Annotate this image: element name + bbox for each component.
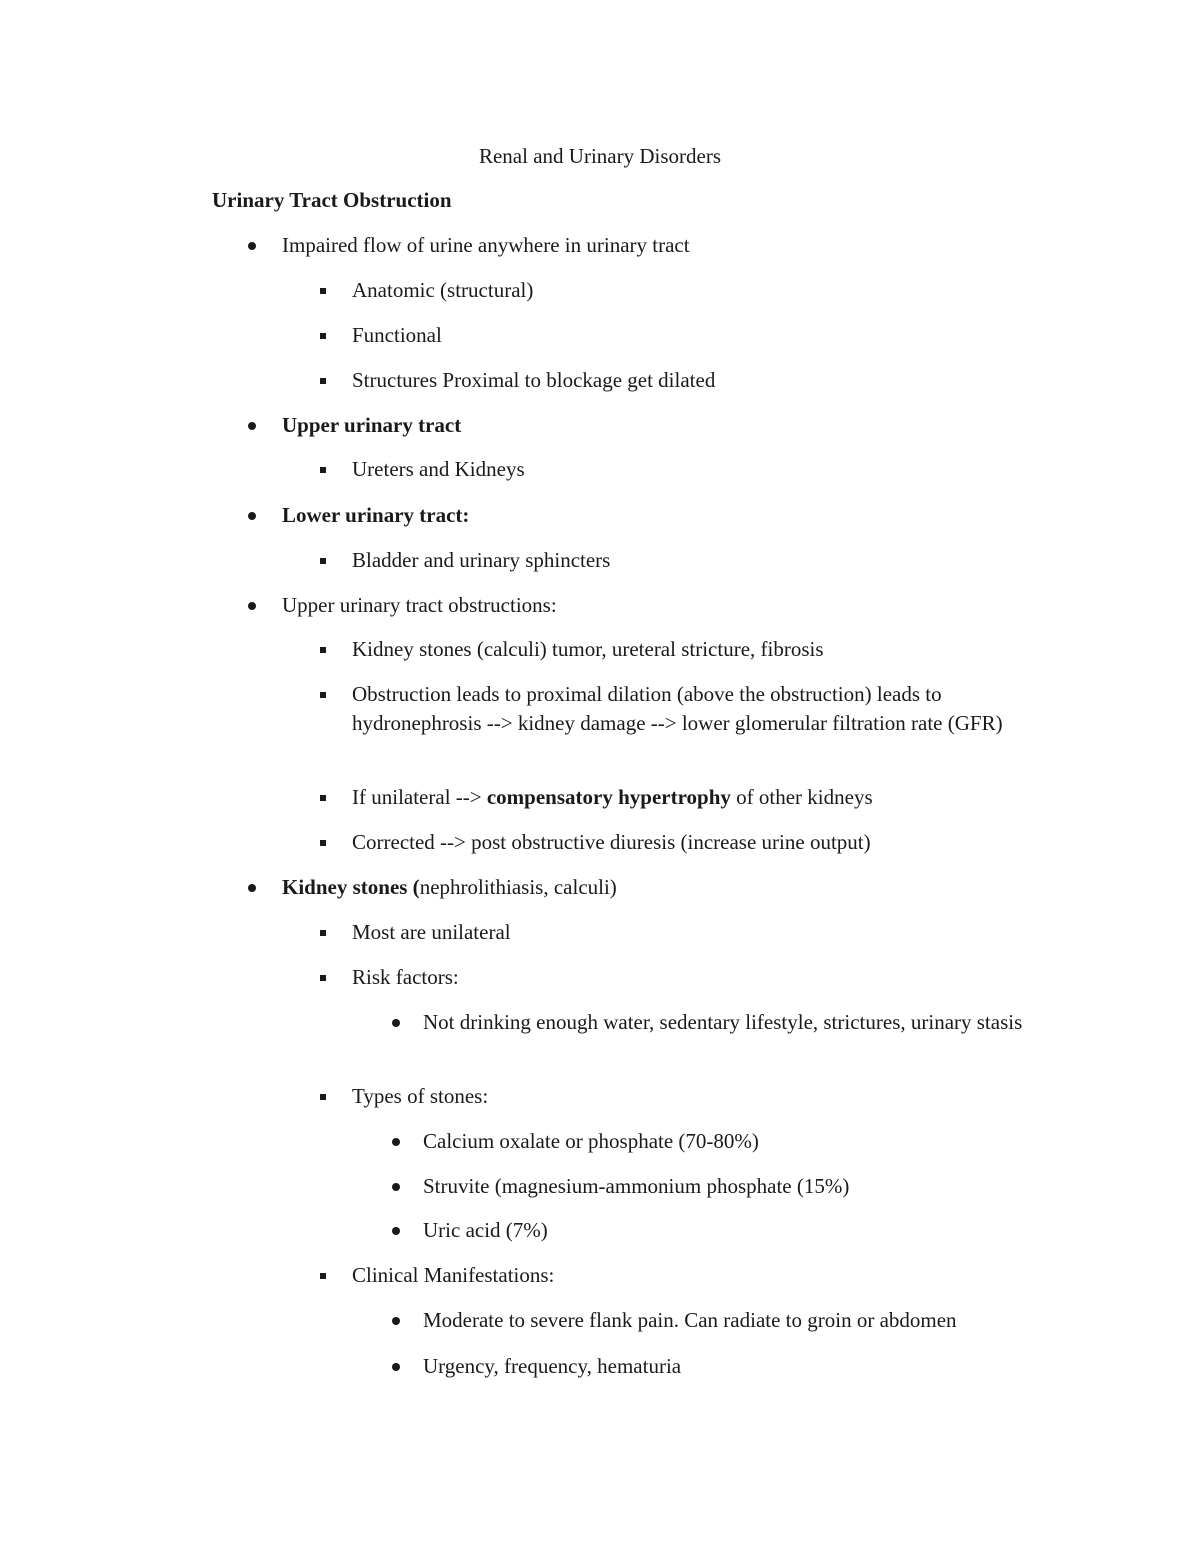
bullet-dot-icon	[248, 242, 256, 250]
bullet-square-icon	[320, 467, 326, 473]
bullet-square-icon	[320, 692, 326, 698]
list-item: Lower urinary tract:	[282, 501, 1042, 530]
bullet-dot-icon	[392, 1227, 400, 1235]
bullet-square-icon	[320, 930, 326, 936]
bullet-dot-icon	[248, 884, 256, 892]
bullet-square-icon	[320, 378, 326, 384]
list-item: Impaired flow of urine anywhere in urinary tract	[282, 231, 1042, 260]
bullet-dot-icon	[248, 602, 256, 610]
list-item: Kidney stones (nephrolithiasis, calculi)	[282, 873, 1042, 902]
list-item: Functional	[352, 321, 1042, 350]
list-item: Corrected --> post obstructive diuresis (increase urine output)	[352, 828, 1042, 857]
bullet-dot-icon	[392, 1019, 400, 1027]
bullet-square-icon	[320, 288, 326, 294]
list-item: Upper urinary tract obstructions:	[282, 591, 1042, 620]
bullet-dot-icon	[392, 1363, 400, 1371]
list-item: Calcium oxalate or phosphate (70-80%)	[423, 1127, 1053, 1156]
bullet-square-icon	[320, 1094, 326, 1100]
bullet-square-icon	[320, 333, 326, 339]
list-item: Struvite (magnesium-ammonium phosphate (15%)	[423, 1172, 1053, 1201]
bullet-square-icon	[320, 795, 326, 801]
list-item: Structures Proximal to blockage get dilated	[352, 366, 1042, 395]
bullet-dot-icon	[248, 512, 256, 520]
list-item: Clinical Manifestations:	[352, 1261, 1042, 1290]
list-item: Kidney stones (calculi) tumor, ureteral stricture, fibrosis	[352, 635, 1042, 664]
list-item: Bladder and urinary sphincters	[352, 546, 1042, 575]
list-item: Anatomic (structural)	[352, 276, 1042, 305]
bullet-dot-icon	[392, 1183, 400, 1191]
list-item: Most are unilateral	[352, 918, 1042, 947]
bullet-dot-icon	[392, 1138, 400, 1146]
list-item: If unilateral --> compensatory hypertrophy of other kidneys	[352, 783, 1042, 812]
bullet-square-icon	[320, 975, 326, 981]
list-item: Uric acid (7%)	[423, 1216, 1053, 1245]
list-item: Upper urinary tract	[282, 411, 1042, 440]
list-item: Urgency, frequency, hematuria	[423, 1352, 1053, 1381]
list-item: Risk factors:	[352, 963, 1042, 992]
bullet-square-icon	[320, 840, 326, 846]
bullet-square-icon	[320, 647, 326, 653]
list-item: Obstruction leads to proximal dilation (above the obstruction) leads to hydronephrosis --> kidney damage --> lower glomerular filtration rate (GFR)	[352, 680, 1042, 738]
bullet-square-icon	[320, 558, 326, 564]
list-item: Ureters and Kidneys	[352, 455, 1042, 484]
list-item: Moderate to severe flank pain. Can radiate to groin or abdomen	[423, 1306, 1053, 1335]
list-item: Not drinking enough water, sedentary lifestyle, strictures, urinary stasis	[423, 1008, 1053, 1037]
bullet-dot-icon	[392, 1317, 400, 1325]
section-heading: Urinary Tract Obstruction	[212, 188, 452, 212]
bullet-dot-icon	[248, 422, 256, 430]
list-item: Types of stones:	[352, 1082, 1042, 1111]
document-title: Renal and Urinary Disorders	[478, 144, 721, 168]
bullet-square-icon	[320, 1273, 326, 1279]
